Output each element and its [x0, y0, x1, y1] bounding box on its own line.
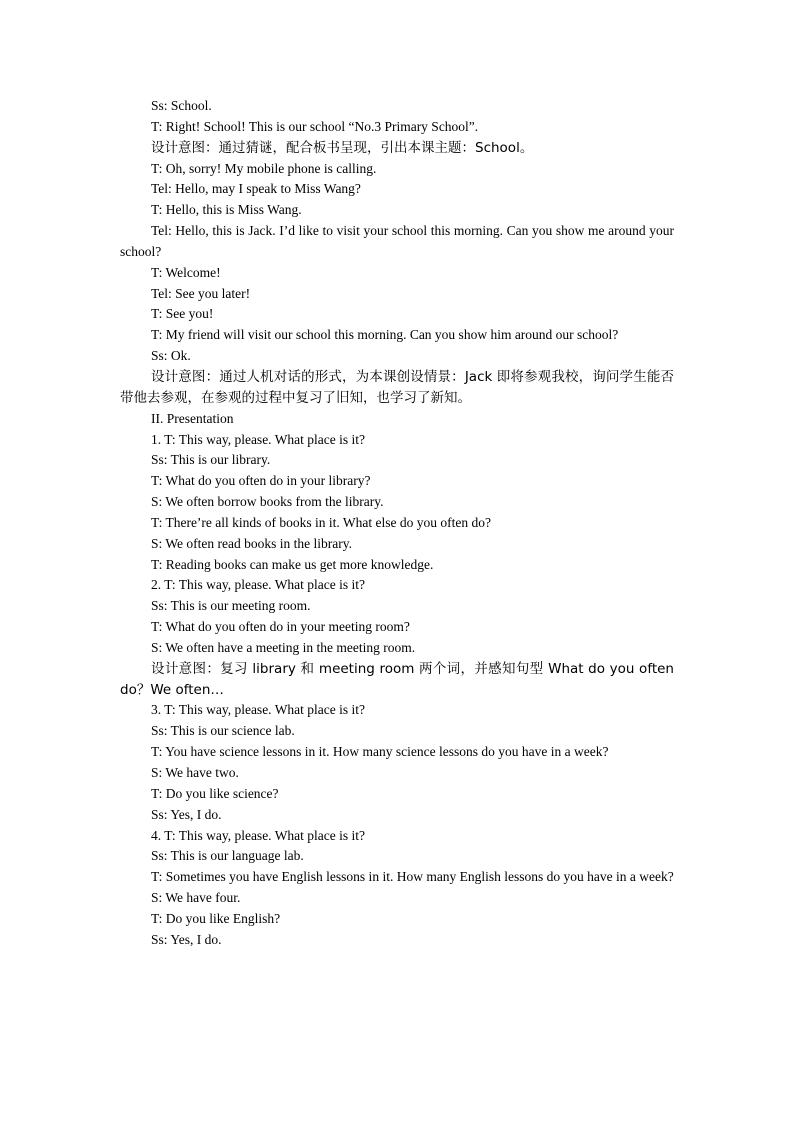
dialogue-line: Ss: Yes, I do.	[151, 931, 222, 947]
dialogue-line: S: We often have a meeting in the meeting room.	[151, 639, 416, 655]
dialogue-line: 4. T: This way, please. What place is it?	[151, 827, 366, 843]
dialogue-line: Ss: This is our library.	[151, 452, 271, 468]
dialogue-line: Ss: This is our science lab.	[151, 723, 295, 739]
dialogue-line: T: Sometimes you have English lessons in it. How many English lessons do you have in a week?	[151, 869, 674, 885]
dialogue-line: T: You have science lessons in it. How many science lessons do you have in a week?	[151, 744, 609, 760]
dialogue-line: Ss: This is our language lab.	[151, 848, 304, 864]
dialogue-line: Ss: Ok.	[151, 348, 191, 364]
dialogue-line: T: See you!	[151, 306, 214, 322]
dialogue-line: Ss: Yes, I do.	[151, 806, 222, 822]
design-intent-note: 设计意图：通过猜谜，配合板书呈现，引出本课主题：School。	[151, 139, 534, 156]
dialogue-line: T: What do you often do in your meeting room?	[151, 619, 410, 635]
dialogue-line: Ss: School.	[151, 98, 212, 113]
dialogue-line: S: We have four.	[151, 890, 241, 906]
dialogue-line: 3. T: This way, please. What place is it?	[151, 702, 366, 718]
dialogue-line: T: Right! School! This is our school “No.3 Primary School”.	[151, 118, 479, 134]
dialogue-line: Tel: See you later!	[151, 285, 251, 301]
dialogue-line: T: Reading books can make us get more knowledge.	[151, 556, 434, 572]
dialogue-line: Tel: Hello, this is Jack. I’d like to visit your school this morning. Can you show me around your school?	[120, 223, 674, 259]
dialogue-line: T: What do you often do in your library?	[151, 473, 371, 489]
dialogue-line: S: We often read books in the library.	[151, 535, 352, 551]
dialogue-line: T: Do you like science?	[151, 785, 279, 801]
section-heading: II. Presentation	[151, 410, 234, 426]
dialogue-line: 1. T: This way, please. What place is it?	[151, 431, 366, 447]
dialogue-line: T: Do you like English?	[151, 910, 281, 926]
design-intent-note: 设计意图：复习 library 和 meeting room 两个词，并感知句型 What do you often do？We often…	[120, 660, 674, 698]
design-intent-note: 设计意图：通过人机对话的形式，为本课创设情景：Jack 即将参观我校，询问学生能否带他去参观，在参观的过程中复习了旧知，也学习了新知。	[120, 368, 674, 406]
dialogue-line: 2. T: This way, please. What place is it?	[151, 577, 366, 593]
dialogue-line: T: Hello, this is Miss Wang.	[151, 202, 302, 218]
dialogue-line: S: We often borrow books from the library.	[151, 494, 384, 510]
document-page	[120, 96, 674, 951]
dialogue-line: S: We have two.	[151, 765, 239, 780]
dialogue-line: T: Oh, sorry! My mobile phone is calling.	[151, 160, 377, 176]
dialogue-line: Ss: This is our meeting room.	[151, 598, 311, 614]
dialogue-line: T: My friend will visit our school this morning. Can you show him around our school?	[151, 327, 619, 343]
dialogue-line: T: There’re all kinds of books in it. What else do you often do?	[151, 514, 491, 530]
dialogue-line: Tel: Hello, may I speak to Miss Wang?	[151, 181, 361, 197]
dialogue-line: T: Welcome!	[151, 264, 221, 280]
